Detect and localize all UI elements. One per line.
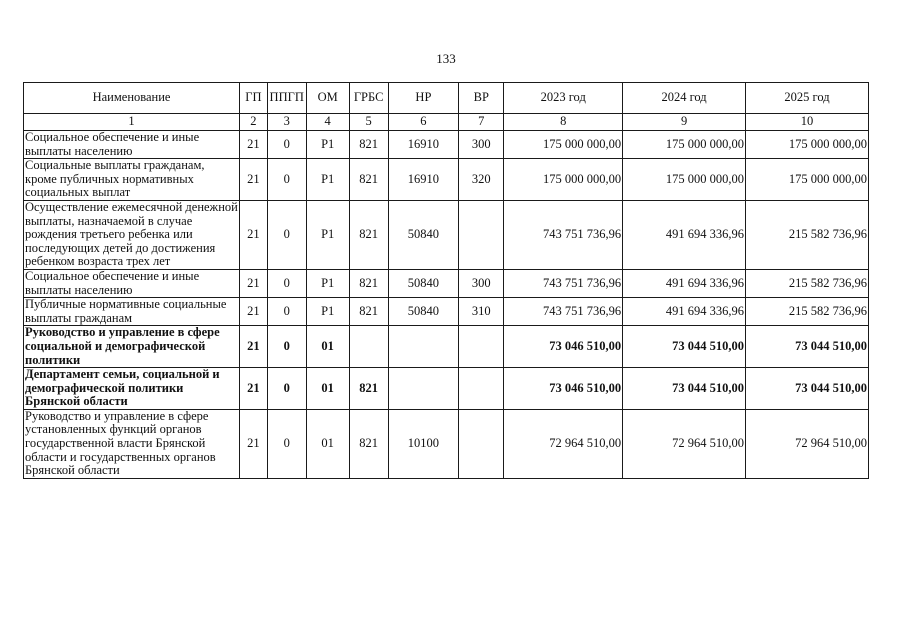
cell-vr [459,200,504,269]
table-body [24,131,869,479]
cell-om: 01 [306,326,349,368]
cell-gp: 21 [240,326,268,368]
cell-gp: 21 [240,159,268,201]
cell-2023: 72 964 510,00 [504,409,623,478]
cell-grbs: 821 [349,368,388,410]
cell-vr: 320 [459,159,504,201]
cell-nr [388,368,459,410]
col-number: 3 [267,114,306,131]
column-number-row [24,114,869,131]
cell-grbs [349,326,388,368]
cell-vr [459,409,504,478]
cell-2024: 491 694 336,96 [623,298,746,326]
cell-om: Р1 [306,131,349,159]
cell-name: Руководство и управление в сфере социальной и демографической политики [24,326,240,368]
col-header-gp: ГП [240,83,268,114]
table-row [24,200,869,269]
cell-2024: 73 044 510,00 [623,326,746,368]
cell-nr: 50840 [388,269,459,297]
cell-2024: 175 000 000,00 [623,159,746,201]
col-header-2024: 2024 год [623,83,746,114]
cell-nr [388,326,459,368]
cell-gp: 21 [240,200,268,269]
cell-2025: 215 582 736,96 [746,298,869,326]
table-row [24,159,869,201]
cell-ppgp: 0 [267,159,306,201]
page-number: 133 [436,51,456,66]
cell-2025: 73 044 510,00 [746,326,869,368]
cell-2023: 73 046 510,00 [504,326,623,368]
cell-2024: 491 694 336,96 [623,200,746,269]
cell-2024: 73 044 510,00 [623,368,746,410]
cell-grbs: 821 [349,269,388,297]
cell-nr: 50840 [388,298,459,326]
table-row [24,298,869,326]
cell-grbs: 821 [349,298,388,326]
cell-2025: 73 044 510,00 [746,368,869,410]
table-row [24,131,869,159]
col-header-om: ОМ [306,83,349,114]
cell-gp: 21 [240,269,268,297]
cell-vr: 300 [459,269,504,297]
col-number: 2 [240,114,268,131]
cell-name: Социальные выплаты гражданам, кроме публичных нормативных социальных выплат [24,159,240,201]
col-number: 10 [746,114,869,131]
cell-name: Руководство и управление в сфере установленных функций органов государственной власти Брянской области и государственных органов Брянской области [24,409,240,478]
cell-nr: 16910 [388,131,459,159]
cell-om: Р1 [306,298,349,326]
cell-ppgp: 0 [267,368,306,410]
cell-grbs: 821 [349,200,388,269]
col-number: 9 [623,114,746,131]
col-header-vr: ВР [459,83,504,114]
cell-ppgp: 0 [267,326,306,368]
col-number: 4 [306,114,349,131]
cell-ppgp: 0 [267,298,306,326]
cell-name: Социальное обеспечение и иные выплаты населению [24,269,240,297]
cell-name: Публичные нормативные социальные выплаты гражданам [24,298,240,326]
cell-2024: 175 000 000,00 [623,131,746,159]
col-number: 6 [388,114,459,131]
cell-om: Р1 [306,159,349,201]
cell-2023: 73 046 510,00 [504,368,623,410]
col-number: 1 [24,114,240,131]
cell-2023: 175 000 000,00 [504,131,623,159]
cell-gp: 21 [240,368,268,410]
col-header-nr: НР [388,83,459,114]
cell-ppgp: 0 [267,131,306,159]
cell-2025: 72 964 510,00 [746,409,869,478]
col-header-name: Наименование [24,83,240,114]
cell-gp: 21 [240,409,268,478]
cell-2023: 743 751 736,96 [504,200,623,269]
col-header-2025: 2025 год [746,83,869,114]
col-header-grbs: ГРБС [349,83,388,114]
cell-2025: 175 000 000,00 [746,159,869,201]
table-row [24,326,869,368]
cell-grbs: 821 [349,409,388,478]
cell-name: Социальное обеспечение и иные выплаты населению [24,131,240,159]
cell-vr: 300 [459,131,504,159]
table-row [24,269,869,297]
cell-name: Осуществление ежемесячной денежной выплаты, назначаемой в случае рождения третьего ребенка или последующих детей до достижения ребенком возраста трех лет [25,200,238,269]
cell-2025: 175 000 000,00 [746,131,869,159]
cell-om: Р1 [306,269,349,297]
cell-2025: 215 582 736,96 [746,269,869,297]
col-number: 5 [349,114,388,131]
cell-2024: 72 964 510,00 [623,409,746,478]
cell-ppgp: 0 [267,409,306,478]
budget-table [23,82,869,479]
cell-om: Р1 [306,200,349,269]
cell-vr [459,368,504,410]
cell-nr: 50840 [388,200,459,269]
cell-name: Департамент семьи, социальной и демографической политики Брянской области [24,368,240,410]
cell-nr: 16910 [388,159,459,201]
header-row [24,83,869,114]
cell-vr: 310 [459,298,504,326]
cell-ppgp: 0 [267,269,306,297]
table-row [24,368,869,410]
cell-grbs: 821 [349,159,388,201]
col-header-2023: 2023 год [504,83,623,114]
table-row [24,409,869,478]
col-header-ppgp: ППГП [267,83,306,114]
cell-om: 01 [306,368,349,410]
cell-vr [459,326,504,368]
cell-2025: 215 582 736,96 [746,200,869,269]
cell-2023: 743 751 736,96 [504,269,623,297]
col-number: 7 [459,114,504,131]
col-number: 8 [504,114,623,131]
cell-om: 01 [306,409,349,478]
cell-nr: 10100 [388,409,459,478]
cell-2024: 491 694 336,96 [623,269,746,297]
cell-2023: 175 000 000,00 [504,159,623,201]
cell-gp: 21 [240,298,268,326]
cell-gp: 21 [240,131,268,159]
cell-ppgp: 0 [267,200,306,269]
cell-2023: 743 751 736,96 [504,298,623,326]
cell-grbs: 821 [349,131,388,159]
